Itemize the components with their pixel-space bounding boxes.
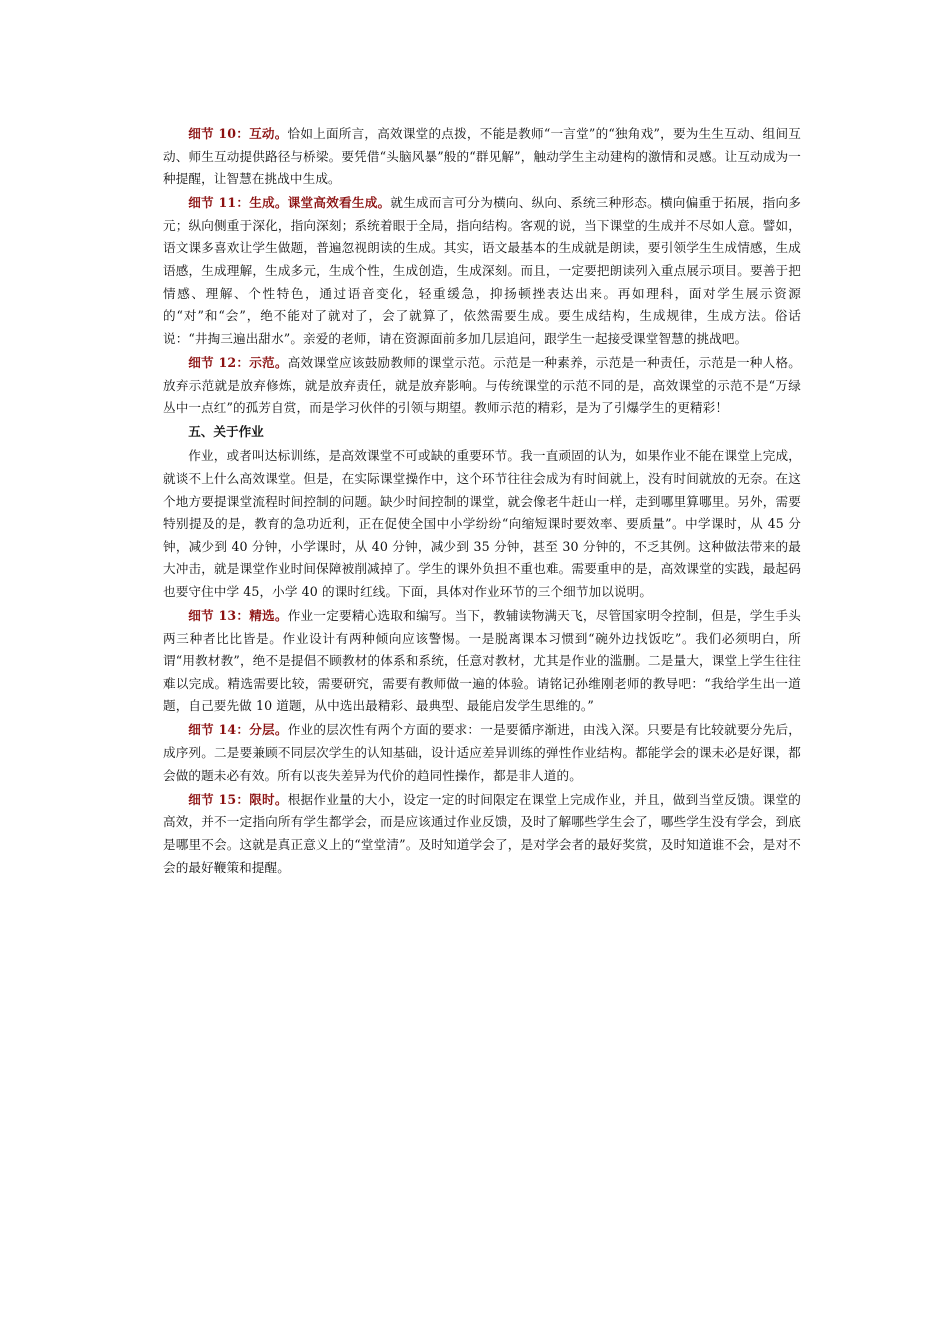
- paragraph-text: 作业一定要精心选取和编写。当下，教辅读物满天飞，尽管国家明令控制，但是，学生手头两三种者比比皆是。作业设计有两种倾向应该警惕。一是脱离课本习惯到“碗外边找饭吃”。我们必须明白，所谓“用教材教”，绝不是提倡不顾教材的体系和系统，任意对教材，尤其是作业的滥删。二是量大，课堂上学生往往难以完成。精选需要比较，需要研究，需要有教师做一遍的体验。请铭记孙维刚老师的教导吧：“我给学生出一道题，自己要先做 10 道题，从中选出最精彩、最典型、最能启发学生思维的。”: [163, 607, 802, 714]
- paragraph-text: 恰如上面所言，高效课堂的点拨，不能是教师“一言堂”的“独角戏”，要为生生互动、组间互动、师生互动提供路径与桥梁。要凭借“头脑风暴”般的“群见解”，触动学生主动建构的激情和灵感。让互动成为一种提醒，让智慧在挑战中生成。: [163, 126, 802, 187]
- paragraph-detail-12: [163, 352, 801, 420]
- paragraph-homework-intro: 作业，或者叫达标训练，是高效课堂不可或缺的重要环节。我一直顽固的认为，如果作业不能在课堂上完成，就谈不上什么高效课堂。但是，在实际课堂操作中，这个环节往往会成为有时间就上，没有时间就放的无奈。在这个地方要提课堂流程时间控制的问题。缺少时间控制的课堂，就会像老牛赶山一样，走到哪里算哪里。另外，需要特别提及的是，教育的急功近利，正在促使全国中小学纷纷“向缩短课时要效率、要质量”。中学课时，从 45 分钟，减少到 40 分钟，小学课时，从 40 分钟，减少到 35 分钟，甚至 30 分钟的，不乏其例。这种做法带来的最大冲击，就是课堂作业时间保障被削减掉了。学生的课外负担不重也难。需要重申的是，高效课堂的实践，最起码也要守住中学 45，小学 40 的课时红线。下面，具体对作业环节的三个细节加以说明。: [163, 448, 801, 599]
- paragraph-text: 就生成而言可分为横向、纵向、系统三种形态。横向偏重于拓展，指向多元；纵向侧重于深化，指向深刻；系统着眼于全局，指向结构。客观的说，当下课堂的生成并不尽如人意。譬如，语文课多喜欢让学生做题，普遍忽视朗读的生成。其实，语文最基本的生成就是朗读，要引领学生生成情感，生成语感，生成理解，生成多元，生成个性，生成创造，生成深刻。而且，一定要把朗读列入重点展示项目。要善于把情感、理解、个性特色，通过语音变化，轻重缓急，抑扬顿挫表达出来。再如理科，面对学生展示资源的“对”和“会”，绝不能对了就对了，会了就算了，依然需要生成。要生成结构，生成规律，生成方法。俗话说：“井掏三遍出甜水”。亲爱的老师，请在资源面前多加几层追问，跟学生一起接受课堂智慧的挑战吧。: [163, 195, 801, 346]
- paragraph-detail-14: [163, 719, 801, 787]
- detail-label: 细节 14：分层。: [188, 722, 288, 738]
- paragraph-text: 根据作业量的大小，设定一定的时间限定在课堂上完成作业，并且，做到当堂反馈。课堂的高效，并不一定指向所有学生都学会，而是应该通过作业反馈，及时了解哪些学生会了，哪些学生没有学会，到底是哪里不会。这就是真正意义上的“堂堂清”。及时知道学会了，是对学会者的最好奖赏，及时知道谁不会，是对不会的最好鞭策和提醒。: [163, 791, 802, 875]
- detail-label: 细节 15：限时。: [188, 791, 288, 807]
- paragraph-detail-11: [163, 192, 801, 350]
- detail-label: 细节 13：精选。: [188, 607, 288, 623]
- paragraph-text: 高效课堂应该鼓励教师的课堂示范。示范是一种素养，示范是一种责任，示范是一种人格。放弃示范就是放弃修炼，就是放弃责任，就是放弃影响。与传统课堂的示范不同的是，高效课堂的示范不是“万绿丛中一点红”的孤芳自赏，而是学习伙伴的引领与期望。教师示范的精彩，是为了引爆学生的更精彩！: [163, 354, 802, 416]
- detail-label: 细节 10：互动。: [188, 126, 288, 141]
- paragraph-detail-10: [163, 123, 801, 191]
- detail-label: 细节 11：生成。课堂高效看生成。: [188, 195, 391, 211]
- document-page: [163, 123, 801, 881]
- section-heading: 五、关于作业: [188, 424, 264, 440]
- paragraph-text: 作业的层次性有两个方面的要求：一是要循序渐进，由浅入深。只要是有比较就要分先后，成序列。二是要兼顾不同层次学生的认知基础，设计适应差异训练的弹性作业结构。都能学会的课未必是好课，都会做的题未必有效。所有以丧失差异为代价的趋同性操作，都是非人道的。: [163, 722, 802, 783]
- detail-label: 细节 12：示范。: [188, 354, 288, 370]
- paragraph-detail-15: [163, 789, 801, 879]
- paragraph-detail-13: [163, 605, 801, 718]
